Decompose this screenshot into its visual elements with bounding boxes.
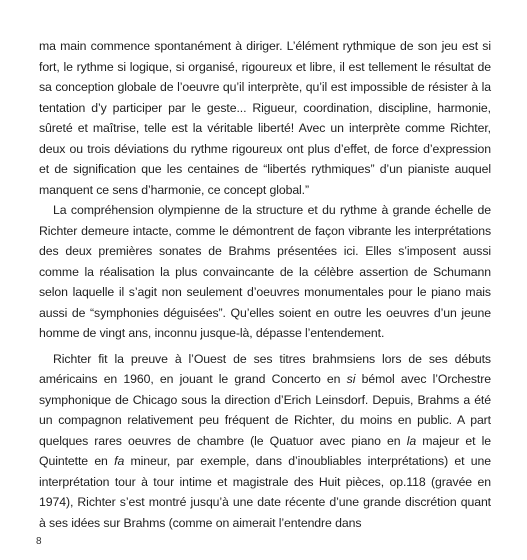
page-number: 8 [36, 536, 42, 547]
paragraph-3-part-a: Richter fit la preuve à l’Ouest de ses titres brahmsiens lors de ses débuts américains en 1960, en jouant le grand Concerto en [39, 351, 491, 386]
paragraph-1: ma main commence spontanément à diriger. L’élément rythmique de son jeu est si fort, le rythme si logique, si organisé, rigoureux et libre, il est tellement le résultat de sa conception globale de l’oeuvre qu’il interprète, qu’il est impossible de résister à la tentation d’y participer par le geste... Rigueur, coordination, discipline, harmonie, sûreté et maîtrise, telle est la véritable liberté! Avec un interprète comme Richter, deux ou trois déviations du rythme rigoureux ont plus d’effet, de force d’expression et de signification que les centaines de “libertés rythmiques” d’un pianiste auquel manquent ce sens d’harmonie, ce concept global.” [39, 39, 491, 197]
paragraph-3-part-c: majeur et le Quintette en [39, 433, 491, 468]
paragraph-3-part-d: mineur, par exemple, dans d’inoubliables interprétations) et une interprétation tour à tour intime et magistrale des Huit pièces, op.118 (gravée en 1974), Richter s’est montré jusqu’à une date récente d’une grande discrétion quant à ses idées sur Brahms (comme on aimerait l’entendre dans [39, 454, 491, 530]
paragraph-2: La compréhension olympienne de la structure et du rythme à grande échelle de Richter demeure intacte, comme le démontrent de façon vibrante les interprétations des deux premières sonates de Brahms présentées ici. Elles s’imposent aussi comme la réalisation la plus convaincante de la célèbre assertion de Schumann selon laquelle il s’agit non seulement d’oeuvres monumentales pour le piano mais aussi de “symphonies déguisées”. Qu’elles soient en outre les oeuvres d’un jeune homme de vingt ans, inconnu jusque-là, dépasse l’entendement. [39, 203, 491, 340]
italic-note-fa: fa [114, 454, 125, 468]
paragraph-3-part-b: bémol avec l’Orchestre symphonique de Chicago sous la direction d’Erich Leinsdorf. Depuis, Brahms a été un compagnon relativement peu fréquent de Richter, du moins en public. A part quelques rares oeuvres de chambre (le Quatuor avec piano en [39, 372, 491, 448]
document-page [39, 36, 491, 533]
italic-note-la: la [406, 433, 417, 448]
italic-note-si: si [346, 372, 356, 386]
paragraph-3 [39, 349, 491, 534]
